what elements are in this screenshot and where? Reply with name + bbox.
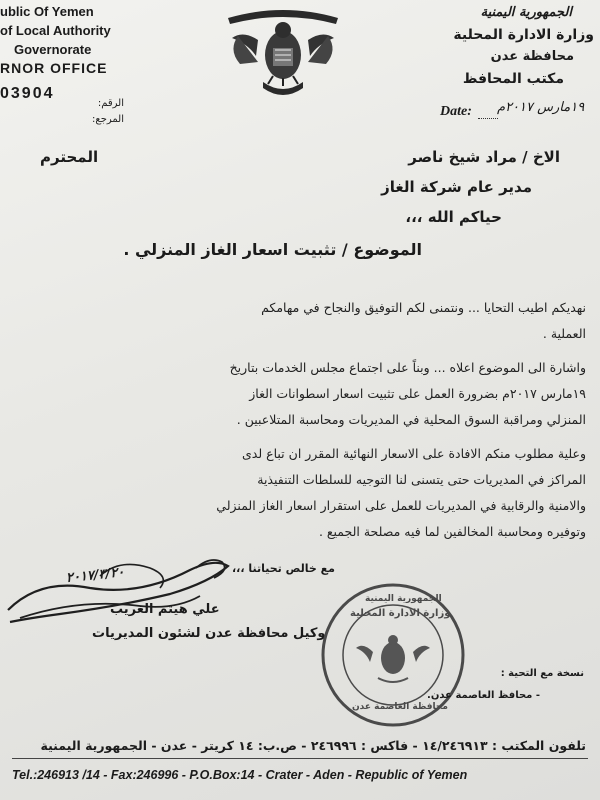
signature-date: ٢٠١٧/٣/٢٠: [65, 564, 125, 587]
body-line-1: نهديكم اطيب التحايا ... ونتمنى لكم التوفيق والنجاح في مهامكم: [261, 300, 586, 315]
addressee-name: الاخ / مراد شيخ ناصر: [408, 148, 560, 166]
letterhead-ministry-ar: وزارة الادارة المحلية: [453, 27, 594, 43]
letterhead-governorate-ar: محافظة عدن: [490, 49, 574, 64]
subject-line: الموضوع / تثبيت اسعار الغاز المنزلي .: [123, 240, 422, 259]
signatory-name: علي هيثم الغريب: [110, 602, 220, 617]
date-label: Date:: [440, 104, 472, 119]
body-line-8: والامنية والرقابية في المديريات للعمل على استقرار اسعار الغاز المنزلي: [216, 498, 586, 513]
date-value: ١٩مارس ٢٠١٧م: [497, 100, 585, 115]
stamp-text-bottom: محافظة العاصمة عدن: [352, 702, 448, 712]
letterhead-line-ministry: of Local Authority: [0, 23, 111, 38]
signatory-title: وكيل محافظة عدن لشئون المديريات: [92, 626, 326, 641]
body-line-3: واشارة الى الموضوع اعلاه ... وبناً على اجتماع مجلس الخدمات بتاريخ: [229, 360, 586, 375]
body-line-9: وتوفيره ومحاسبة المخالفين لما فيه مصلحة الجميع .: [318, 524, 586, 539]
date-dotted-line: [478, 118, 498, 119]
yemen-eagle-emblem-icon: [218, 0, 348, 110]
addressee-title: مدير عام شركة الغاز: [381, 178, 532, 196]
body-line-4: ١٩مارس ٢٠١٧م بضرورة العمل على تثبيت اسعار اسطوانات الغاز: [249, 386, 586, 401]
closing-line: مع خالص تحياتنا ،،،: [232, 562, 335, 575]
body-line-2: العملية .: [542, 326, 586, 341]
reference-number: 03904: [0, 85, 55, 102]
reference-labels: [92, 96, 124, 128]
arabic-letterhead: [434, 2, 594, 90]
letterhead-line-governorate: Governorate: [14, 42, 92, 57]
footer-divider: [12, 758, 588, 759]
english-letterhead: [0, 2, 111, 103]
copy-to-recipient: - محافظ العاصمة عدن.: [427, 690, 540, 701]
body-line-5: المنزلي ومراقبة السوق المحلية في المديريات ومحاسبة المتلاعبين .: [236, 412, 586, 427]
greeting: حياكم الله ،،،: [405, 208, 502, 226]
letterhead-line-republic: ublic Of Yemen: [0, 4, 94, 19]
body-line-6: وعلية مطلوب منكم الافادة على الاسعار النهائية المقرر ان تباع لدى: [242, 446, 586, 461]
number-label: الرقم:: [97, 98, 124, 109]
letterhead-republic-ar: الجمهورية اليمنية: [480, 5, 572, 20]
copy-to-label: نسخة مع التحية :: [500, 668, 584, 679]
footer-english-contact: Tel.:246913 /14 - Fax:246996 - P.O.Box:14 - Crater - Aden - Republic of Yemen: [12, 768, 468, 782]
letterhead-office-ar: مكتب المحافظ: [462, 71, 564, 87]
footer-arabic-contact: تلفون المكتب : ١٤/٢٤٦٩١٣ - فاكس : ٢٤٦٩٩٦ - ص.ب: ١٤ كريتر - عدن - الجمهورية اليمنية: [40, 738, 586, 753]
stamp-text-top: الجمهورية اليمنية: [365, 594, 442, 604]
letterhead-line-office: RNOR OFFICE: [0, 60, 108, 76]
attachment-label: المرجع:: [92, 114, 124, 125]
stamp-text-ministry: وزارة الادارة المحلية: [350, 608, 451, 619]
addressee-honorific: المحترم: [40, 148, 99, 166]
body-line-7: المراكز في المديريات حتى يتسنى لنا التوجيه للسلطات التنفيذية: [257, 472, 586, 487]
